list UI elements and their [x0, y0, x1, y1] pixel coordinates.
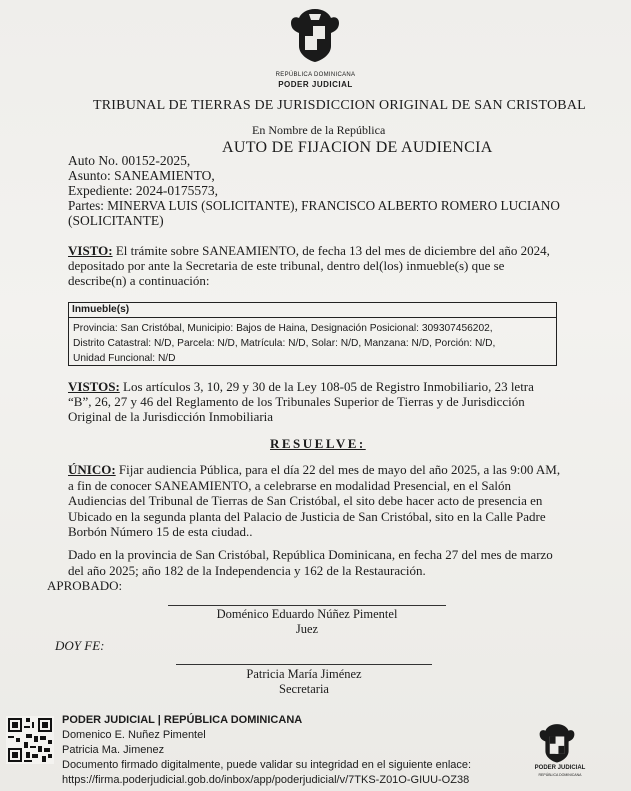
asunto: Asunto: SANEAMIENTO,: [68, 168, 215, 183]
dado-paragraph: Dado en la provincia de San Cristóbal, República Dominicana, en fecha 27 del mes de marzo del año 2025; año 182 de la Independencia y 162 de la Restauración.: [68, 547, 553, 578]
secretaria-name: Patricia María Jiménez: [246, 667, 362, 681]
visto-paragraph: [68, 243, 558, 288]
secretaria-role: Secretaria: [279, 682, 329, 696]
unico-text: Fijar audiencia Pública, para el día 22 del mes de mayo del año 2025, a las 9:00 AM, a fin de conocer SANEAMIENTO, a celebrarse en modalidad Presencial, en el Salón Audiencias del Tribunal de Tierras de San Cristóbal, el sito debe hacer acto de presencia en Ubicado en la segunda planta del Palacio de Justicia de San Cristóbal, sito en la Calle Padre Borbón Número 15 de esta ciudad..: [68, 462, 561, 539]
qr-code-icon: [6, 716, 54, 764]
nombre-subheading: En Nombre de la República: [252, 123, 386, 137]
coat-of-arms-icon: [287, 6, 343, 64]
juez-role: Juez: [295, 622, 319, 636]
unico-label: ÚNICO:: [68, 462, 116, 477]
doy-fe-label: DOY FE:: [55, 638, 105, 653]
tribunal-heading: TRIBUNAL DE TIERRAS DE JURISDICCION ORIGINAL DE SAN CRISTOBAL: [93, 98, 586, 113]
inmueble-line-3: Unidad Funcional: N/D: [73, 353, 176, 364]
inmueble-line-2: Distrito Catastral: N/D, Parcela: N/D, Matrícula: N/D, Solar: N/D, Manzana: N/D, Porción: N/D,: [73, 338, 496, 349]
vistos-label: VISTOS:: [68, 379, 120, 394]
footer-validation-note: Documento firmado digitalmente, puede validar su integridad en el siguiente enlace:: [62, 759, 472, 771]
inmueble-table: [68, 302, 557, 366]
unico-paragraph: [68, 462, 562, 540]
aprobado-label: APROBADO:: [47, 578, 123, 593]
footer-signer-1: Domenico E. Nuñez Pimentel: [62, 729, 206, 741]
vistos-paragraph: [68, 379, 558, 424]
seal-org-label: PODER JUDICIAL: [278, 80, 353, 89]
seal-country-label: REPÚBLICA DOMINICANA: [275, 72, 356, 78]
secretaria-signature-line: [176, 664, 432, 665]
footer-signer-2: Patricia Ma. Jimenez: [62, 744, 165, 756]
partes-line-2: (SOLICITANTE): [68, 213, 164, 228]
expediente: Expediente: 2024-0175573,: [68, 183, 218, 198]
footer-org: PODER JUDICIAL | REPÚBLICA DOMINICANA: [62, 714, 303, 726]
footer-seal-country: REPÚBLICA DOMINICANA: [538, 773, 582, 777]
juez-name: Doménico Eduardo Núñez Pimentel: [216, 607, 398, 621]
vistos-text: Los artículos 3, 10, 29 y 30 de la Ley 108-05 de Registro Inmobiliario, 23 letra “B”, 26, 27 y 46 del Reglamento de los Tribunales Superior de Tierras y de Jurisdicción Original de la Jurisdicción Inmobiliaria: [68, 379, 534, 424]
auto-number: Auto No. 00152-2025,: [68, 153, 191, 168]
visto-text: El trámite sobre SANEAMIENTO, de fecha 13 del mes de diciembre del año 2024, depositado por ante la Secretaria de este tribunal, dentro del(los) inmueble(s) que se describe(n) a continuación:: [68, 243, 550, 288]
resuelve-heading: RESUELVE:: [270, 436, 366, 451]
footer-seal-org: PODER JUDICIAL: [534, 765, 586, 771]
inmueble-body: [69, 318, 556, 369]
visto-label: VISTO:: [68, 243, 113, 258]
footer-validation-link[interactable]: https://firma.poderjudicial.gob.do/inbox/app/poderjudicial/v/7TKS-Z01O-GIUU-OZ38: [62, 774, 470, 786]
document-title: AUTO DE FIJACION DE AUDIENCIA: [222, 139, 493, 156]
coat-of-arms-small-icon: [536, 722, 578, 764]
inmueble-header: Inmueble(s): [69, 303, 556, 318]
partes-line-1: Partes: MINERVA LUIS (SOLICITANTE), FRANCISCO ALBERTO ROMERO LUCIANO: [68, 198, 560, 213]
juez-signature-line: [168, 605, 446, 606]
inmueble-line-1: Provincia: San Cristóbal, Municipio: Bajos de Haina, Designación Posicional: 309307456202,: [73, 323, 493, 334]
